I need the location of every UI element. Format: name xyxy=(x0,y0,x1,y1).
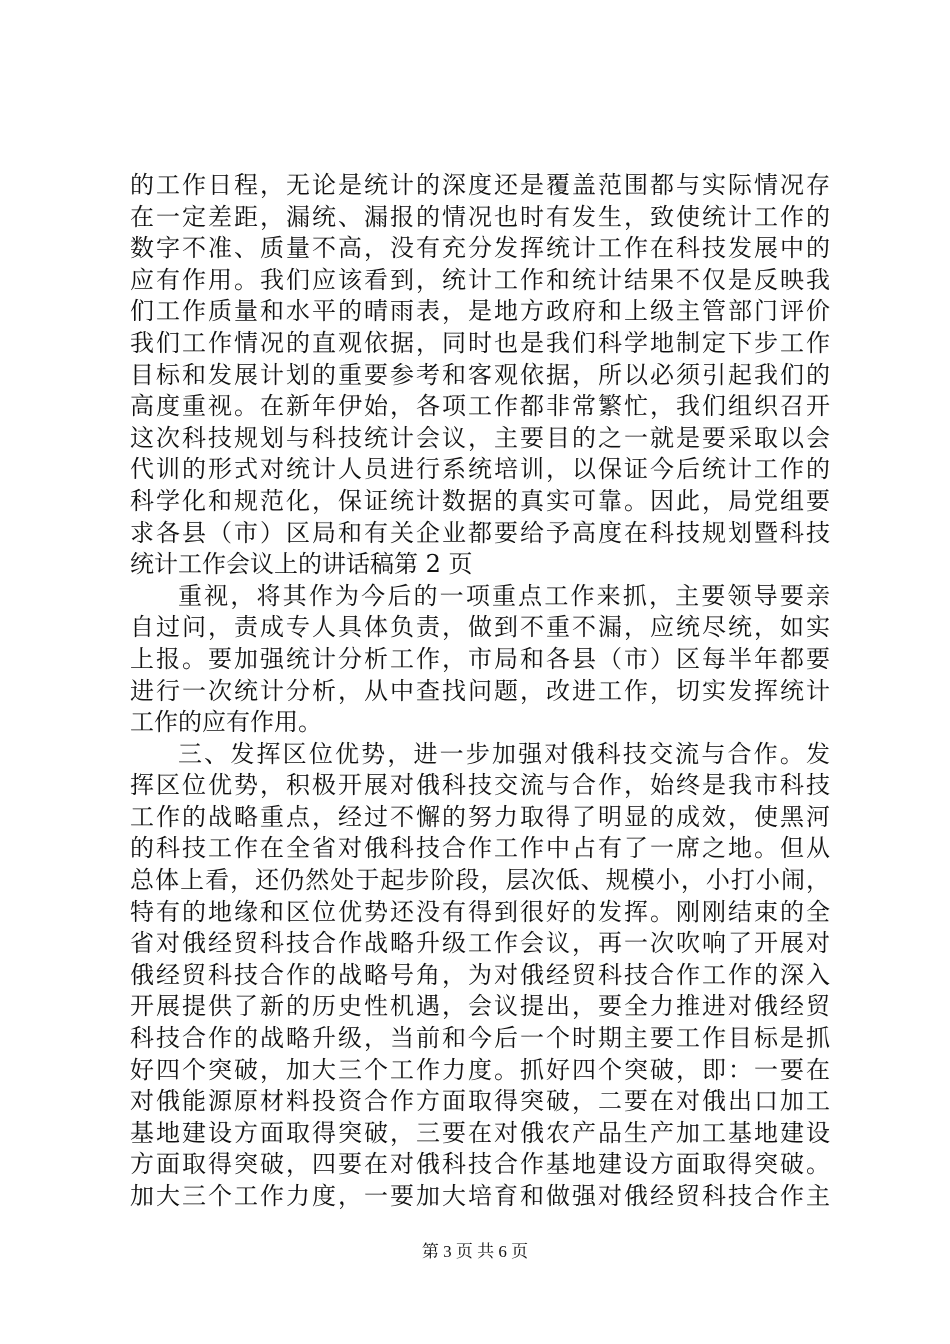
text-line: 挥区位优势，积极开展对俄科技交流与合作，始终是我市科技 xyxy=(130,771,830,800)
text-line: 科学化和规范化，保证统计数据的真实可靠。因此，局党组要 xyxy=(130,486,830,515)
text-line: 俄经贸科技合作的战略号角，为对俄经贸科技合作工作的深入 xyxy=(130,960,830,989)
page-footer: 第 3 页 共 6 页 xyxy=(421,1242,529,1261)
text-line: 总体上看，还仍然处于起步阶段，层次低、规模小，小打小闹， xyxy=(130,866,830,895)
text-line: 好四个突破，加大三个工作力度。抓好四个突破，即：一要在 xyxy=(130,1055,830,1084)
text-line: 们工作质量和水平的晴雨表，是地方政府和上级主管部门评价 xyxy=(130,297,830,326)
text-line: 对俄能源原材料投资合作方面取得突破，二要在对俄出口加工 xyxy=(130,1087,830,1116)
text-line: 我们工作情况的直观依据，同时也是我们科学地制定下步工作 xyxy=(130,328,830,357)
text-line: 加大三个工作力度，一要加大培育和做强对俄经贸科技合作主 xyxy=(130,1182,830,1210)
text-line: 进行一次统计分析，从中查找问题，改进工作，切实发挥统计 xyxy=(130,676,830,705)
text-line: 特有的地缘和区位优势还没有得到很好的发挥。刚刚结束的全 xyxy=(130,897,830,926)
text-line: 代训的形式对统计人员进行系统培训，以保证今后统计工作的 xyxy=(130,455,830,484)
text-line: 统计工作会议上的讲话稿第 2 页 xyxy=(130,550,473,579)
text-line: 方面取得突破，四要在对俄科技合作基地建设方面取得突破。 xyxy=(130,1150,830,1179)
text-line: 的科技工作在全省对俄科技合作工作中占有了一席之地。但从 xyxy=(130,834,830,863)
text-line: 数字不准、质量不高，没有充分发挥统计工作在科技发展中的 xyxy=(130,234,830,263)
text-line: 目标和发展计划的重要参考和客观依据，所以必须引起我们的 xyxy=(130,360,830,389)
text-line: 科技合作的战略升级，当前和今后一个时期主要工作目标是抓 xyxy=(130,1024,830,1053)
text-line: 求各县（市）区局和有关企业都要给予高度在科技规划暨科技 xyxy=(130,518,830,547)
text-line: 工作的战略重点，经过不懈的努力取得了明显的成效，使黑河 xyxy=(130,802,830,831)
text-line: 这次科技规划与科技统计会议，主要目的之一就是要采取以会 xyxy=(130,423,830,452)
text-line: 工作的应有作用。 xyxy=(130,708,322,737)
text-line: 高度重视。在新年伊始，各项工作都非常繁忙，我们组织召开 xyxy=(130,392,830,421)
text-line: 的工作日程，无论是统计的深度还是覆盖范围都与实际情况存 xyxy=(130,171,830,199)
text-line: 三、发挥区位优势，进一步加强对俄科技交流与合作。发 xyxy=(178,739,830,768)
text-line: 应有作用。我们应该看到，统计工作和统计结果不仅是反映我 xyxy=(130,265,830,294)
text-line: 重视，将其作为今后的一项重点工作来抓，主要领导要亲 xyxy=(178,581,830,610)
text-line: 上报。要加强统计分析工作，市局和各县（市）区每半年都要 xyxy=(130,644,830,673)
text-line: 自过问，责成专人具体负责，做到不重不漏，应统尽统，如实 xyxy=(130,613,830,642)
text-line: 省对俄经贸科技合作战略升级工作会议，再一次吹响了开展对 xyxy=(130,929,830,958)
text-line: 开展提供了新的历史性机遇，会议提出，要全力推进对俄经贸 xyxy=(130,992,830,1021)
text-line: 基地建设方面取得突破，三要在对俄农产品生产加工基地建设 xyxy=(130,1118,830,1147)
text-line: 在一定差距，漏统、漏报的情况也时有发生，致使统计工作的 xyxy=(130,202,830,231)
body-text xyxy=(130,170,830,1213)
